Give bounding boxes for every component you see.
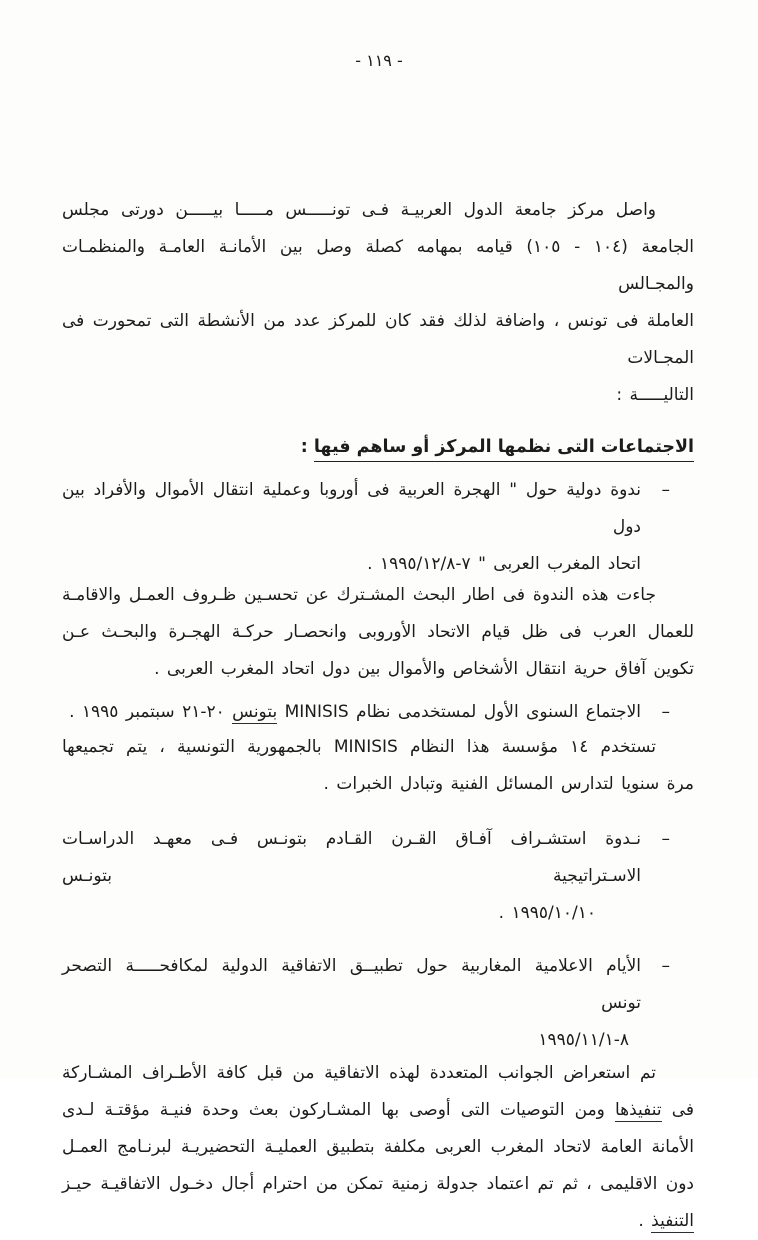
bullet-item-1 (62, 472, 694, 583)
section-heading-colon: : (300, 437, 314, 457)
bullet-1-detail-paragraph (62, 577, 694, 688)
text-line: العاملة فى تونس ، واضافة لذلك فقد كان للمركز عدد من الأنشطة التى تمحورت فى المجـالات (62, 311, 694, 368)
text-line (62, 694, 641, 731)
date-line: ١٠‏/‏١٠‏/‏١٩٩٥ . (498, 903, 596, 923)
text-segment: ومن التوصيات التى أوصى بها المشـاركون بعث وحدة فنيـة مؤقتـة لـدى (62, 1100, 615, 1120)
text-line: للعمال العرب فى ظل قيام الاتحاد الأوروبى وانحصـار حركـة الهجـرة والبحـث عـن (62, 622, 694, 642)
text-line: اتحاد المغرب العربى " ٧-٨‏/‏١٢‏/‏١٩٩٥ . (367, 554, 641, 574)
text-line: دون الاقليمى ، ثم تم اعتماد جدولة زمنية تمكن من احترام أجال دخـول الاتفاقيـة حيـز (62, 1174, 694, 1194)
underlined-word: التنفيذ (651, 1211, 694, 1231)
section-heading (62, 430, 694, 464)
bullet-dash-icon: – (661, 829, 670, 849)
text-line: نـدوة استشـراف آفـاق القـرن القـادم بتونـس فـى معهـد الدراسـات الاسـتراتيجية بتونـس (62, 829, 641, 886)
text-line: الأمانة العامة لاتحاد المغرب العربى مكلفة بتطبيق العمليـة التحضيريـة لبرنـامج العمـل (62, 1137, 694, 1157)
bullet-item-4 (62, 948, 694, 1059)
page-content (62, 192, 694, 1240)
text-line: تم استعراض الجوانب المتعددة لهذه الاتفاقية من قبل كافة الأطـراف المشـاركة (62, 1063, 656, 1083)
closing-paragraph (62, 1055, 694, 1240)
text-line (62, 1092, 694, 1129)
text-line: واصل مركز جامعة الدول العربيـة فـى تونـــــس مـــــا بيـــــن دورتى مجلس (62, 200, 656, 220)
section-heading-text: الاجتماعات التى نظمها المركز أو ساهم فيها (314, 437, 694, 462)
bullet-2-date: ٢٠-٢١ سبتمبر ١٩٩٥ . (69, 702, 233, 722)
bullet-2-text: الاجتماع السنوى الأول لمستخدمى نظام MINISIS (277, 702, 641, 722)
text-line: ندوة دولية حول " الهجرة العربية فى أوروبا وعملية انتقال الأموال والأفراد بين دول (62, 480, 641, 537)
bullet-item-2 (62, 694, 694, 731)
text-line: تستخدم ١٤ مؤسسة هذا النظام MINISIS بالجمهورية التونسية ، يتم تجميعها (62, 737, 656, 757)
text-segment: . (638, 1211, 652, 1231)
text-line: تكوين آفاق حرية انتقال الأشخاص والأموال بين دول اتحاد المغرب العربى . (154, 659, 694, 679)
intro-paragraph (62, 192, 694, 414)
bullet-dash-icon: – (661, 956, 670, 976)
text-line: جاءت هذه الندوة فى اطار البحث المشـترك عن تحسـين ظـروف العمـل والاقامـة (62, 585, 656, 605)
bullet-dash-icon: – (661, 480, 670, 500)
date-line: ٨-١‏/‏١١‏/‏١٩٩٥ (538, 1030, 629, 1050)
text-line: التاليـــــة : (616, 385, 694, 405)
bullet-dash-icon: – (661, 702, 670, 722)
text-line: الأيام الاعلامية المغاربية حول تطبيــق الاتفاقية الدولية لمكافحـــــة التصحر تونس (62, 956, 641, 1013)
text-line: الجامعة (١٠٤ - ١٠٥) قيامه بمهامه كصلة وصل بين الأمانـة العامـة والمنظمـات والمجـالس (62, 237, 695, 294)
underlined-word: بتونس (232, 702, 278, 722)
text-line (62, 1203, 694, 1240)
text-line: مرة سنويا لتدارس المسائل الفنية وتبادل الخبرات . (323, 774, 694, 794)
underlined-word: تنفيذها (614, 1100, 662, 1120)
text-segment: فى (661, 1100, 694, 1120)
bullet-2-detail-paragraph (62, 729, 694, 803)
bullet-item-3 (62, 821, 694, 932)
page-number: - ١١٩ - (355, 51, 403, 70)
